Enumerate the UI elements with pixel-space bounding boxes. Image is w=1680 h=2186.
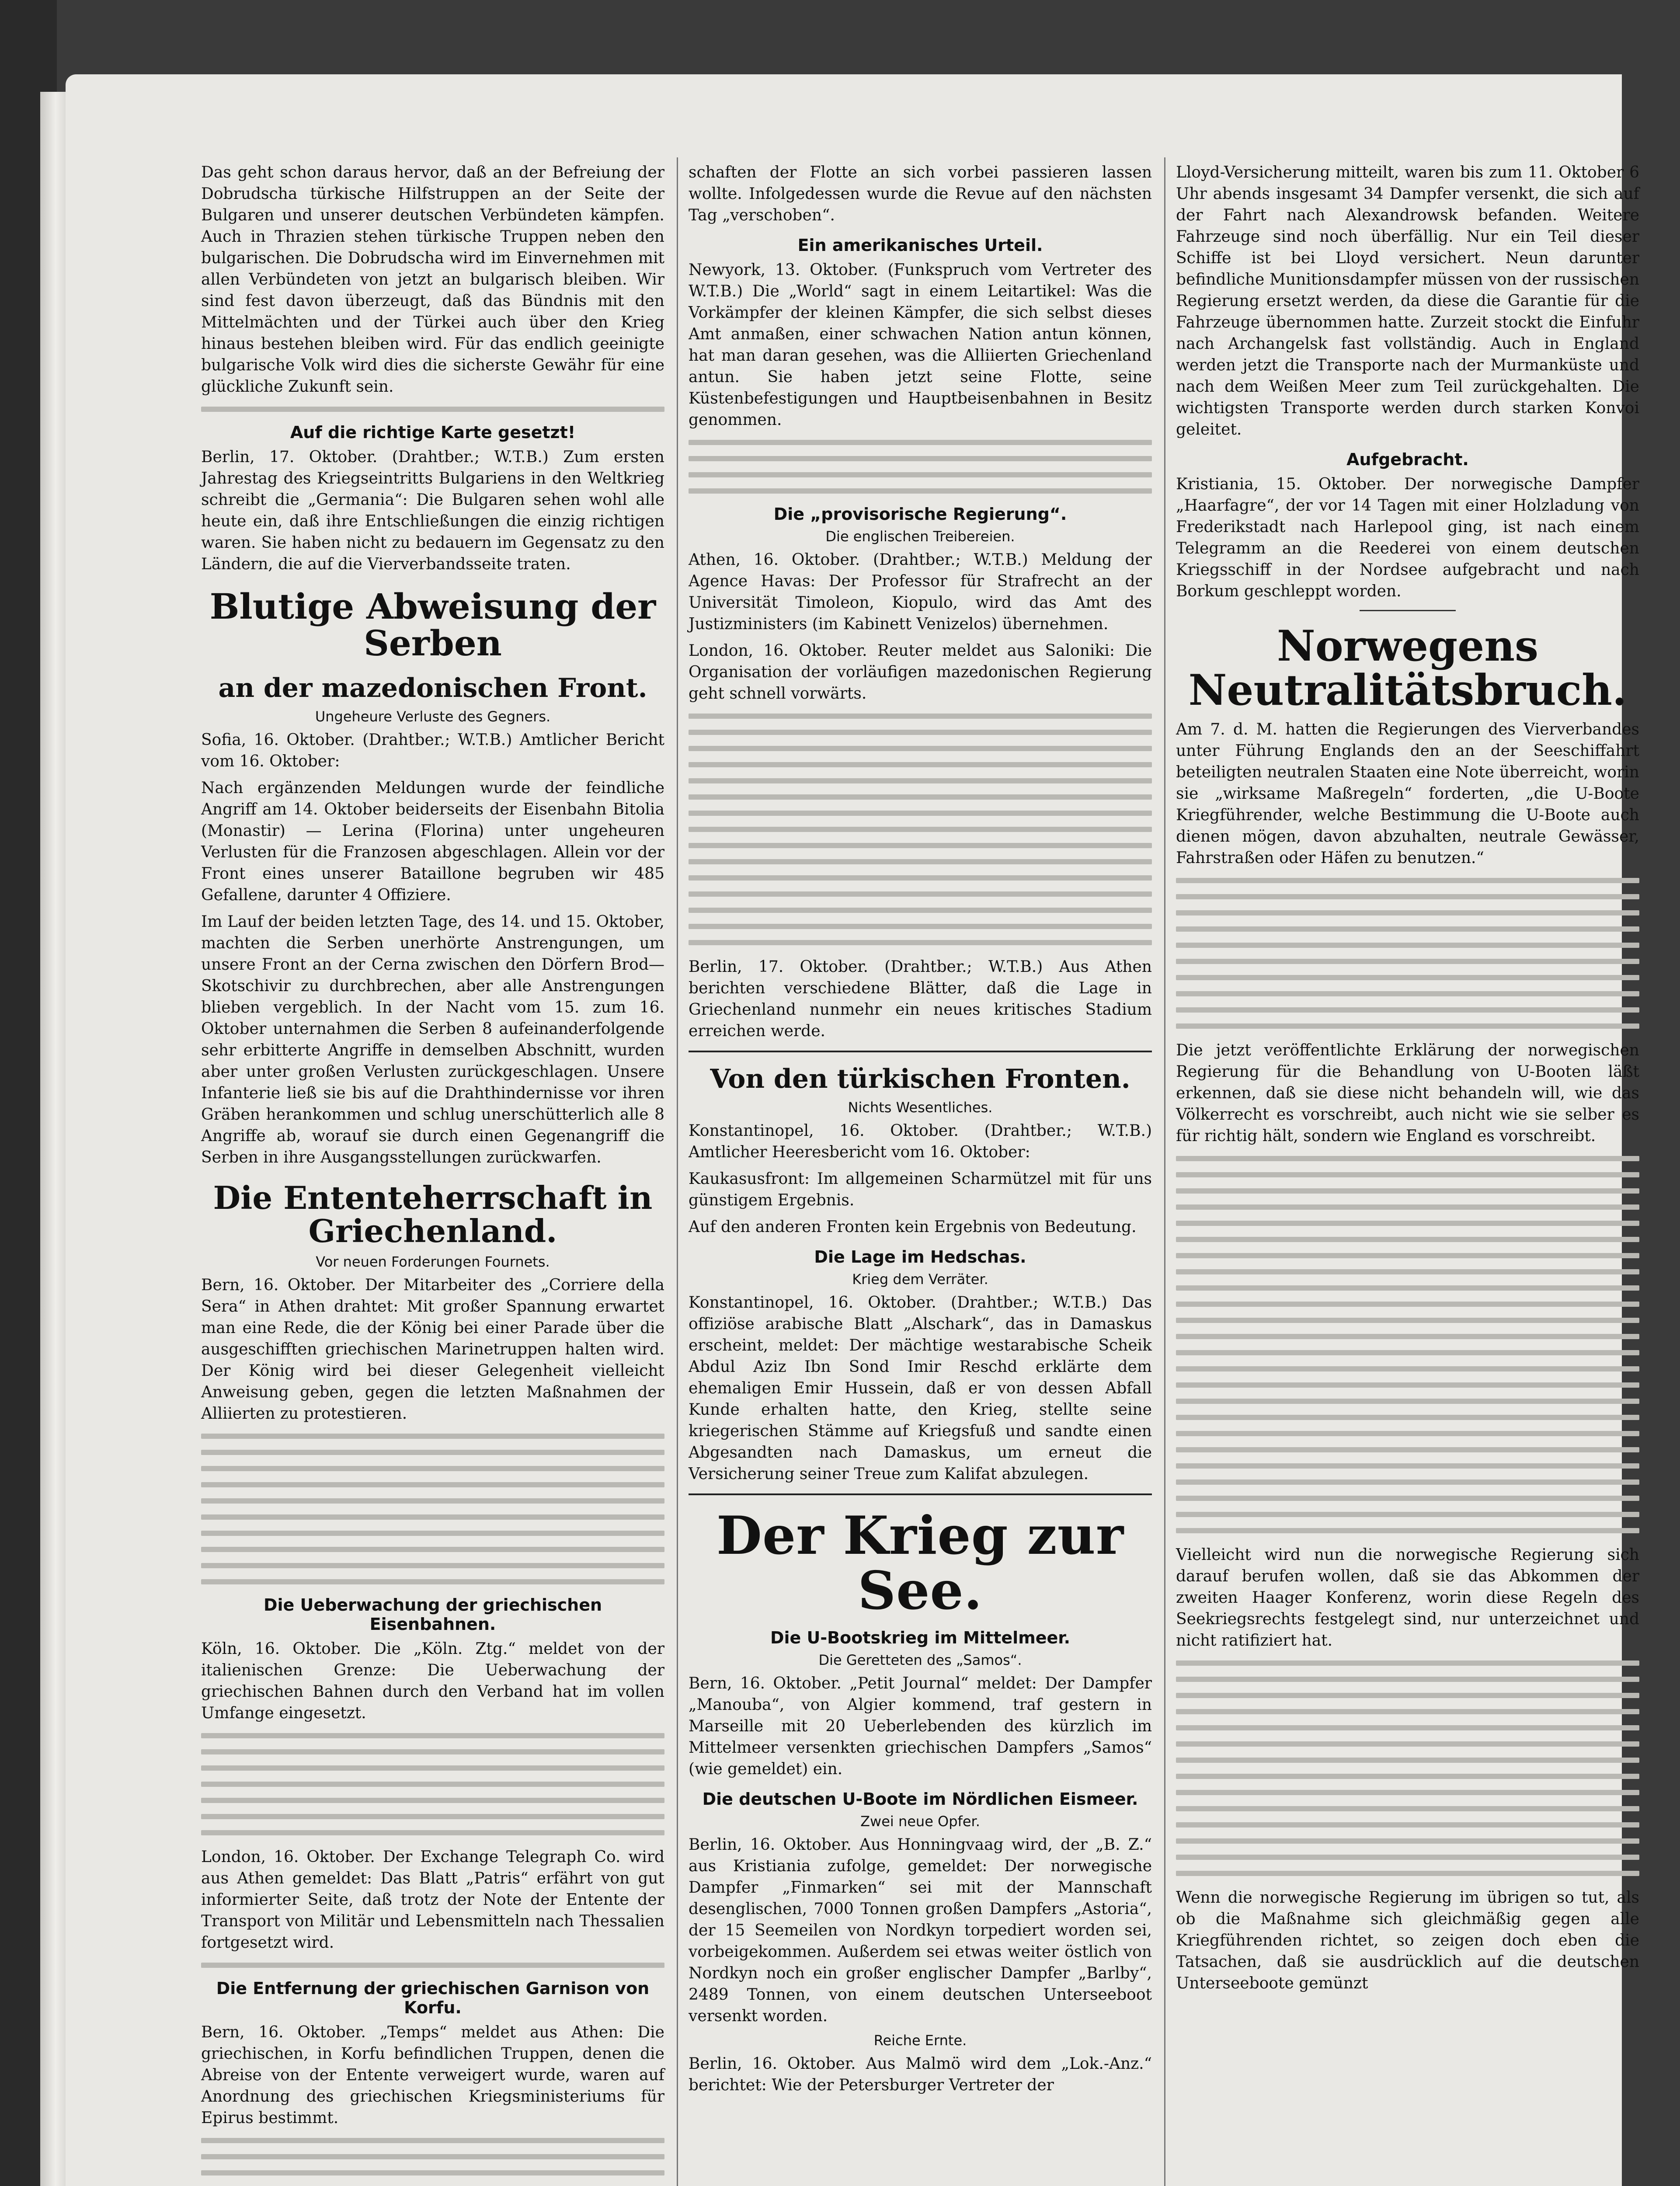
text-line bbox=[201, 407, 664, 412]
subheading: Reiche Ernte. bbox=[873, 2032, 967, 2049]
headline: Der Krieg zur See. bbox=[716, 1505, 1124, 1622]
section-heading: Die Ueberwachung der griechischen Eisenbahnen. bbox=[263, 1595, 602, 1634]
headline: Von den türkischen Fronten. bbox=[710, 1064, 1130, 1094]
article-paragraph: Am 7. d. M. hatten die Regierungen des Vierverbandes unter Führung Englands den an der Seeschiffahrt beteiligten neutralen Staaten eine Note überreicht, worin sie „wirksame Maßregeln“ forderten, „die U-Boote Kriegführender, welche Bestimmung die U-Boote auch dienen mögen, davon abzuhalten, neutrale Gewässer, Fahrstraßen oder Häfen zu benutzen.“ bbox=[1176, 720, 1639, 867]
article-paragraph: Sofia, 16. Oktober. (Drahtber.; W.T.B.) Amtlicher Bericht vom 16. Oktober: bbox=[201, 731, 664, 770]
article-paragraph: Köln, 16. Oktober. Die „Köln. Ztg.“ meldet von der italienischen Grenze: Die Ueberwachung der griechischen Bahnen durch den Verband hat im vollen Umfange eingesetzt. bbox=[201, 1640, 664, 1723]
section-heading: Die U-Bootskrieg im Mittelmeer. bbox=[770, 1628, 1071, 1647]
text-block bbox=[201, 1733, 664, 1835]
article-paragraph: Kristiania, 15. Oktober. Der norwegische Dampfer „Haarfagre“, der vor 14 Tagen mit einer Holzladung von Frederikstadt nach Harlepool ging, ist nach einem Telegramm an die Reederei von einem deutschen Kriegsschiff in der Nordsee aufgebracht und nach Borkum geschleppt worden. bbox=[1176, 475, 1639, 600]
article-paragraph: Berlin, 16. Oktober. Aus Malmö wird dem „Lok.-Anz.“ berichtet: Wie der Petersburger Vertreter der bbox=[689, 2055, 1152, 2094]
article-paragraph: Vielleicht wird nun die norwegische Regierung sich darauf berufen wollen, daß sie das Abkommen der zweiten Haager Konferenz, worin diese Regeln des Seekriegsrechts festgelegt sind, nur unterzeichnet und nicht ratifiziert hat. bbox=[1176, 1546, 1639, 1650]
article-paragraph: Im Lauf der beiden letzten Tage, des 14. und 15. Oktober, machten die Serben unerhörte Anstrengungen, um unsere Front an der Cerna zwischen den Dörfern Brod—Skotschivir zu durchbrechen, aber alle Anstrengungen blieben vergeblich. In der Nacht vom 15. zum 16. Oktober unternahmen die Serben 8 aufeinanderfolgende sehr erbitterte Angriffe in demselben Abschnitt, wurden aber unter großen Verlusten zurückgeschlagen. Unsere Infanterie ließ sie bis auf die Drahthindernisse vor ihren Gräben herankommen und schlug unerschütterlich alle 8 Angriffe ab, worauf sie durch einen Gegenangriff die Serben in ihre Ausgangsstellungen zurückwarfen. bbox=[201, 913, 664, 1166]
divider bbox=[1360, 610, 1456, 611]
text-block bbox=[1176, 1660, 1639, 1876]
headline: Norwegens Neutralitätsbruch. bbox=[1188, 621, 1627, 715]
text-block bbox=[201, 2138, 664, 2186]
divider bbox=[689, 1051, 1152, 1052]
subheading: Nichts Wesentliches. bbox=[848, 1099, 993, 1116]
headline: Die Ententeherrschaft in Griechenland. bbox=[213, 1179, 653, 1250]
section-heading: Die Lage im Hedschas. bbox=[814, 1247, 1026, 1267]
article-paragraph: Newyork, 13. Oktober. (Funkspruch vom Vertreter des W.T.B.) Die „World“ sagt in einem Leitartikel: Was die Vorkämpfer der kleinen Kämpfer, die sich selbst dieses Amt anmaßen, einer schwachen Nation antun können, hat man daran gesehen, was die Alliierten Griechenland antun. Sie haben jetzt seine Flotte, seine Küstenbefestigungen und Hauptbeisenbahnen in Besitz genommen. bbox=[689, 261, 1152, 429]
article-paragraph: Nach ergänzenden Meldungen wurde der feindliche Angriff am 14. Oktober beiderseits der Eisenbahn Bitolia (Monastir) — Lerina (Florina) unter ungeheuren Verlusten für die Franzosen abgeschlagen. Allein vor der Front eines unserer Bataillone begruben wir 485 Gefallene, darunter 4 Offiziere. bbox=[201, 779, 664, 904]
article-paragraph: Auf den anderen Fronten kein Ergebnis von Bedeutung. bbox=[689, 1218, 1137, 1236]
text-block bbox=[1176, 1156, 1639, 1533]
section-heading: Die deutschen U-Boote im Nördlichen Eismeer. bbox=[702, 1789, 1138, 1809]
column-rule bbox=[1164, 157, 1165, 2186]
article-paragraph: Konstantinopel, 16. Oktober. (Drahtber.; W.T.B.) Amtlicher Heeresbericht vom 16. Oktober: bbox=[689, 1122, 1152, 1161]
article-paragraph: London, 16. Oktober. Reuter meldet aus Saloniki: Die Organisation der vorläufigen mazedonischen Regierung geht schnell vorwärts. bbox=[689, 642, 1152, 703]
text-block bbox=[689, 440, 1152, 494]
column-1 bbox=[201, 162, 664, 2186]
text-block bbox=[201, 1434, 664, 1584]
section-heading: Die „provisorische Regierung“. bbox=[773, 505, 1067, 524]
section-heading: Die Entfernung der griechischen Garnison von Korfu. bbox=[216, 1979, 650, 2018]
section-heading: Aufgebracht. bbox=[1346, 450, 1469, 469]
section-heading: Ein amerikanisches Urteil. bbox=[797, 236, 1043, 255]
article-paragraph: Das geht schon daraus hervor, daß an der Befreiung der Dobrudscha türkische Hilfstruppen an der Seite der Bulgaren und unserer deutschen Verbündeten kämpfen. Auch in Thrazien stehen türkische Truppen neben den bulgarischen. Die Dobrudscha wird im Einvernehmen mit allen Verbündeten von jetzt an bulgarisch bleiben. Wir sind fest davon überzeugt, daß das Bündnis mit den Mittelmächten und der Türkei auch über den Krieg hinaus bestehen bleiben wird. Für das endlich geeinigte bulgarische Volk wird dies die sicherste Gewähr für eine glückliche Zukunft sein. bbox=[201, 164, 664, 396]
article-paragraph: Bern, 16. Oktober. Der Mitarbeiter des „Corriere della Sera“ in Athen drahtet: Mit großer Spannung erwartet man eine Rede, die der König bei einer Parade über die ausgeschifften griechischen Marinetruppen halten wird. Der König wird bei dieser Gelegenheit vielleicht Anweisung geben, gegen die letzten Maßnahmen der Alliierten zu protestieren. bbox=[201, 1276, 664, 1423]
column-2 bbox=[689, 162, 1152, 2101]
subheading: Die Geretteten des „Samos“. bbox=[818, 1652, 1022, 1668]
subheading: Ungeheure Verluste des Gegners. bbox=[315, 708, 551, 725]
article-paragraph: Bern, 16. Oktober. „Petit Journal“ meldet: Der Dampfer „Manouba“, von Algier kommend, traf gestern in Marseille mit 20 Ueberlebenden des kürzlich im Mittelmeer versenkten griechischen Dampfers „Samos“ (wie gemeldet) ein. bbox=[689, 1674, 1152, 1778]
article-paragraph: Berlin, 17. Oktober. (Drahtber.; W.T.B.) Aus Athen berichten verschiedene Blätter, daß die Lage in Griechenland nunmehr ein neues kritisches Stadium erreichen werde. bbox=[689, 958, 1152, 1040]
article-paragraph: Die jetzt veröffentlichte Erklärung der norwegischen Regierung für die Behandlung von U-Booten läßt erkennen, daß sie diese nicht behandeln will, wie das Völkerrecht es vorschreibt, auch nicht wie sie selber es für richtig hält, sondern wie England es vorschreibt. bbox=[1176, 1041, 1639, 1145]
article-paragraph: Wenn die norwegische Regierung im übrigen so tut, als ob die Maßnahme sich gleichmäßig gegen alle Kriegführenden richtet, so zeigen doch eben die Tatsachen, daß sie ausdrücklich auf die deutschen Unterseeboote gemünzt bbox=[1176, 1888, 1639, 1992]
article-paragraph: Berlin, 16. Oktober. Aus Honningvaag wird, der „B. Z.“ aus Kristiania zufolge, gemeldet: Der norwegische Dampfer „Finmarken“ sei mit der Mannschaft desenglischen, 7000 Tonnen großen Dampfers „Astoria“, der 15 Seemeilen von Nordkyn torpediert worden sei, vorbeigekommen. Außerdem sei etwas weiter östlich von Nordkyn noch ein großer englischer Dampfer „Barlby“, 2489 Tonnen, von einem deutschen Unterseeboot versenkt worden. bbox=[689, 1836, 1152, 2025]
article-paragraph: Kaukasusfront: Im allgemeinen Scharmützel mit für uns günstigem Ergebnis. bbox=[689, 1170, 1152, 1209]
column-rule bbox=[677, 157, 678, 2186]
article-paragraph: Athen, 16. Oktober. (Drahtber.; W.T.B.) Meldung der Agence Havas: Der Professor für Strafrecht an der Universität Timoleon, Kiopulo, wird das Amt des Justizministers (im Kabinett Venizelos) übernehmen. bbox=[689, 551, 1152, 633]
headline-sub: an der mazedonischen Front. bbox=[218, 673, 647, 703]
article-paragraph: Bern, 16. Oktober. „Temps“ meldet aus Athen: Die griechischen, in Korfu befindlichen Truppen, denen die Abreise von der Entente verweigert wurde, waren auf Anordnung des griechischen Kriegsministeriums für Epirus bestimmt. bbox=[201, 2023, 664, 2127]
divider bbox=[689, 1493, 1152, 1495]
article-paragraph: Konstantinopel, 16. Oktober. (Drahtber.; W.T.B.) Das offiziöse arabische Blatt „Alschark“, das in Damaskus erscheint, meldet: Der mächtige westarabische Scheik Abdul Aziz Ibn Sond Imir Reschd erklärte dem ehemaligen Emir Hussein, daß er von dessen Abfall Kunde erhalten hatte, den Krieg, stellte seine kriegerischen Stämme auf Kriegsfuß und sandte einen Abgesandten nach Damaskus, um erneut die Versicherung seiner Treue zum Kalifat abzulegen. bbox=[689, 1294, 1152, 1483]
article-paragraph: Berlin, 17. Oktober. (Drahtber.; W.T.B.) Zum ersten Jahrestag des Kriegseintritts Bulgariens in den Weltkrieg schreibt die „Germania“: Die Bulgaren sehen wohl alle heute ein, daß ihre Entschließungen die einzig richtigen waren. Sie haben nicht zu bedauern im Gegensatz zu den Ländern, die auf die Vierverbandsseite traten. bbox=[201, 448, 664, 573]
text-block bbox=[689, 714, 1152, 945]
text-block bbox=[201, 1963, 664, 1968]
article-paragraph: schaften der Flotte an sich vorbei passieren lassen wollte. Infolgedessen wurde die Revue auf den nächsten Tag „verschoben“. bbox=[689, 164, 1152, 224]
headline: Blutige Abweisung der Serben bbox=[209, 586, 656, 664]
text-block bbox=[1176, 878, 1639, 1029]
subheading: Krieg dem Verräter. bbox=[852, 1271, 988, 1288]
subheading: Zwei neue Opfer. bbox=[860, 1813, 980, 1830]
column-3 bbox=[1176, 162, 1639, 1999]
section-heading: Auf die richtige Karte gesetzt! bbox=[290, 423, 576, 442]
subheading: Vor neuen Forderungen Fournets. bbox=[316, 1253, 550, 1271]
article-paragraph: London, 16. Oktober. Der Exchange Telegraph Co. wird aus Athen gemeldet: Das Blatt „Patris“ erfährt von gut informierter Seite, daß trotz der Note der Entente der Transport von Militär und Lebensmitteln nach Thessalien fortgesetzt wird. bbox=[201, 1848, 664, 1952]
article-paragraph: Lloyd-Versicherung mitteilt, waren bis zum 11. Oktober 6 Uhr abends insgesamt 34 Dampfer versenkt, die sich auf der Fahrt nach Alexandrowsk befanden. Weitere Fahrzeuge sind noch überfällig. Nur ein Teil dieser Schiffe ist bei Lloyd versichert. Neun darunter befindliche Munitionsdampfer müssen von der russischen Regierung ersetzt werden, da diese die Garantie für die Fahrzeuge übernommen hatte. Zurzeit stockt die Einfuhr nach Archangelsk fast vollständig. Auch in England werden jetzt die Transporte nach der Murmanküste und nach dem Weißen Meer zum Teil zurückgehalten. Die wichtigsten Transporte werden durch starken Konvoi geleitet. bbox=[1176, 164, 1639, 439]
subheading: Die englischen Treibereien. bbox=[825, 528, 1015, 545]
